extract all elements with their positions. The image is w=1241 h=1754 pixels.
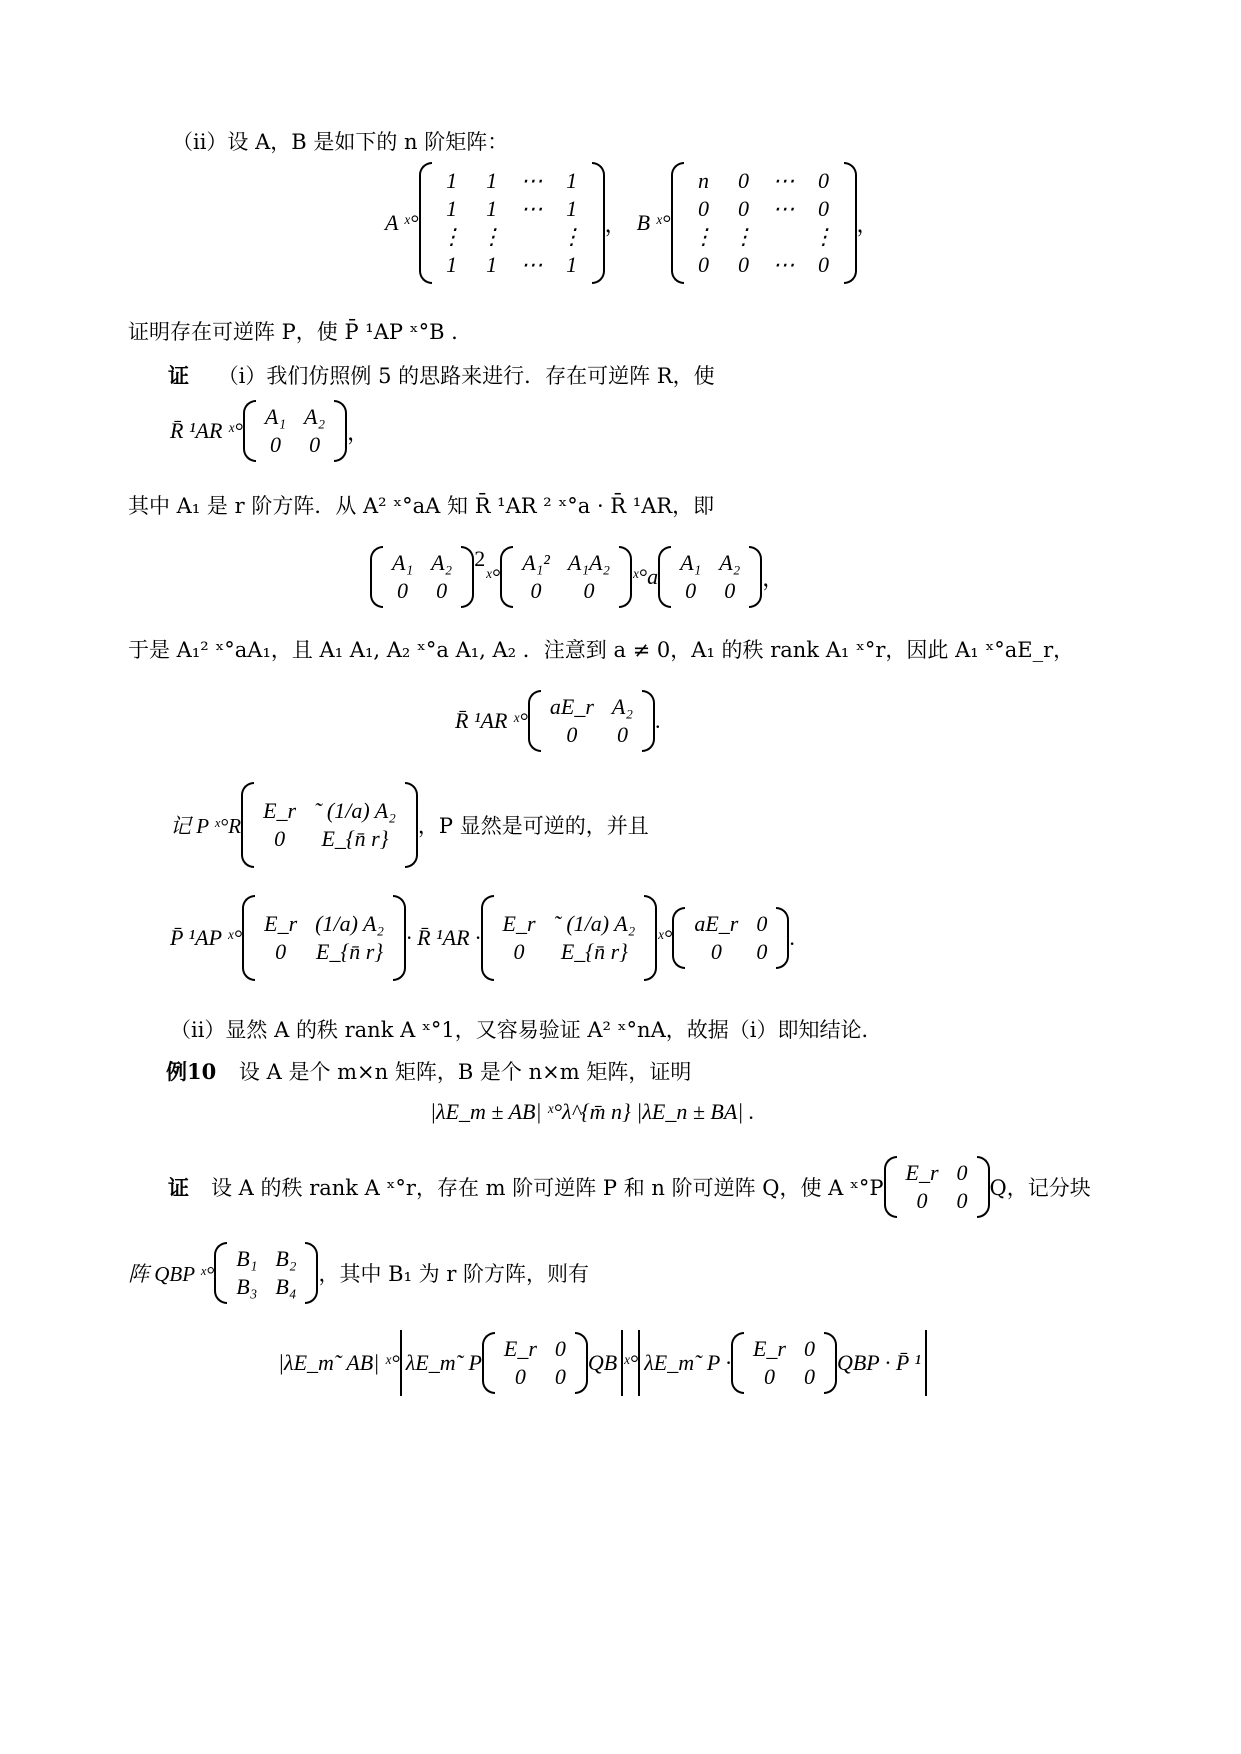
proof-2-label: 证 [168,1175,189,1200]
matrix-cell: 0 [436,578,448,603]
matrix-cell: 0 [738,252,750,277]
matrix-cell: E_{n̄ r} [316,939,384,964]
matrix-cell: 1 [566,252,578,277]
matrix-cell: E_r [752,1336,786,1361]
matrix-cell: 0 [616,722,628,747]
matrix-cell [764,223,804,251]
prove-statement: 证明存在可逆阵 P，使 P̄ ¹AP ˣ°B . [128,320,458,344]
matrix-cell: B₃ [236,1274,258,1299]
matrix-cell: 1 [446,196,458,221]
equation-lhs: R̄ ¹AR ˣ° [170,418,243,443]
matrix-cell: 0 [274,826,286,851]
matrix-cell: 0 [530,578,542,603]
example-10 [166,1058,691,1086]
matrix-cell: 0 [818,168,830,193]
matrix-cell: E_r [502,911,536,936]
equation-end: ， [856,211,879,237]
matrix-cell: B₂ [275,1246,297,1271]
matrix-3 [672,907,789,969]
define-p-pre: 记 P ˣ°R [170,814,242,838]
matrix-cell: aE_r [694,911,739,936]
matrix-cell: 1 [486,252,498,277]
er-matrix [884,1156,990,1218]
proof-text: （i）我们仿照例 5 的思路来进行．存在可逆阵 R，使 [217,364,715,388]
matrix-b-label: B ˣ° [636,210,671,235]
proof-2-line [168,1156,1091,1218]
matrix-a [419,162,605,284]
matrix-cell: E_{n̄ r} [321,826,389,851]
equation-square [370,546,784,608]
matrix-cell: 1 [486,196,498,221]
matrix-cell: 0 [803,1336,815,1361]
determinant-1 [400,1330,623,1396]
matrix-cell: aE_r [549,694,594,719]
matrix-cell: A₁A₂ [567,550,611,575]
proof-2-tail: Q，记分块 [989,1176,1091,1200]
matrix-cell: 0 [513,939,525,964]
matrix-cell: 0 [514,1364,526,1389]
matrix-cell: 0 [756,911,768,936]
matrix-cell: ⋮ [692,224,715,249]
matrix-cell: 0 [275,939,287,964]
qbp-line [128,1242,589,1304]
proof-label: 证 [168,363,189,388]
matrix-cell: ⋮ [440,224,463,249]
matrix-cell: A₁ [264,404,287,429]
matrix-cell: n [698,168,710,193]
matrix-cell: 0 [698,252,710,277]
matrix-cell: ⋯ [520,168,543,193]
term-6: QBP · P̄ ¹ [836,1350,921,1375]
block-matrix [243,400,347,462]
proof-line-1 [168,362,715,390]
matrix-cell: 0 [738,196,750,221]
equals: ˣ° [623,1350,639,1375]
matrix-cell: 0 [803,1364,815,1389]
equation-end: . [789,925,795,950]
matrix-2 [481,895,658,981]
equation-lhs: P̄ ¹AP ˣ° [170,925,243,950]
matrix-cell: E_r [263,798,297,823]
matrix-cell: ⋮ [732,224,755,249]
equation-r-inverse-2 [455,690,661,752]
matrix-cell: ⋯ [772,168,795,193]
determinant-2 [638,1330,927,1396]
example-text: 设 A 是个 m×n 矩阵，B 是个 n×m 矩阵，证明 [238,1060,692,1084]
final-equation [278,1330,927,1396]
matrix-cell: 0 [738,168,750,193]
define-p-line [170,782,649,868]
proof-2-text: 设 A 的秩 rank A ˣ°r，存在 m 阶可逆阵 P 和 n 阶可逆阵 Q，使 A ˣ°P [211,1176,884,1200]
matrix-cell: 0 [566,722,578,747]
matrix-cell: 0 [698,196,710,221]
term-1: |λE_m˜ AB| ˣ° [278,1350,400,1375]
matrix-cell: 0 [710,939,722,964]
matrix-cell: 1 [566,168,578,193]
equation-lhs: R̄ ¹AR ˣ° [455,708,528,733]
determinant-identity: |λE_m ± AB| ˣ°λ^{m̄ n} |λE_n ± BA| . [430,1099,755,1124]
equation-end: ， [762,565,785,591]
part-ii-proof: （ii）显然 A 的秩 rank A ˣ°1，又容易验证 A² ˣ°nA，故据（i）即知结论． [170,1018,883,1042]
matrix-cell: 0 [956,1188,968,1213]
matrix-cell: (1/a) A₂ [315,911,385,936]
paragraph-a1: 其中 A₁ 是 r 阶方阵．从 A² ˣ°aA 知 R̄ ¹AR ² ˣ°a · R̄ ¹AR，即 [128,494,715,518]
matrix-cell: ˜ (1/a) A₂ [553,911,636,936]
equation-end: . [655,708,661,733]
matrix-a-label: A ˣ° [385,210,419,235]
term-3: QB [587,1350,618,1375]
matrix-cell: 1 [446,252,458,277]
matrix-left [370,546,474,608]
matrix-cell: 0 [724,578,736,603]
equals-a: ˣ°a [632,564,659,589]
separator: ， [604,211,627,237]
matrix-cell: ⋯ [520,252,543,277]
matrix-cell: A₂ [611,694,634,719]
matrix-cell: 0 [309,432,321,457]
matrix-b [671,162,857,284]
matrix-cell: 1 [566,196,578,221]
matrix-cell: ⋮ [812,224,835,249]
matrix-cell: B₄ [275,1274,297,1299]
matrix-cell: A₂ [304,404,326,429]
matrix-cell: ⋮ [560,224,583,249]
er-matrix-a [482,1332,588,1394]
matrix-cell: 0 [554,1364,566,1389]
matrix-cell: ⋯ [520,196,543,221]
er-matrix-b [731,1332,837,1394]
middle-term: · R̄ ¹AR · [406,925,481,950]
problem-part-ii: （ii）设 A，B 是如下的 n 阶矩阵： [172,130,509,154]
matrix-cell: A₁ [680,550,702,575]
qbp-post: ，其中 B₁ 为 r 阶方阵，则有 [318,1262,590,1286]
equation-r-inverse [170,400,369,462]
matrix-cell: A₂ [431,550,453,575]
matrix-cell: A₂ [719,550,741,575]
power: 2 [474,546,486,571]
matrix-cell: 0 [269,432,281,457]
matrix-cell [512,223,552,251]
matrix-cell: 0 [818,252,830,277]
term-5: λE_m˜ P · [644,1350,731,1375]
term-2: λE_m˜ P [405,1350,482,1375]
matrix-cell: 0 [756,939,768,964]
matrix-right [658,546,762,608]
matrix-cell: B₁ [236,1246,258,1271]
matrix-middle [500,546,632,608]
matrix-cell: E_r [264,911,298,936]
matrix-cell: E_r [503,1336,537,1361]
matrix-cell: ⋮ [480,224,503,249]
equals: ˣ° [485,564,501,589]
matrix-cell: ˜ (1/a) A₂ [314,798,396,823]
qbp-matrix [214,1242,318,1304]
equation-p-inverse [170,895,795,981]
matrix-definition-equation [385,162,879,284]
p-matrix [241,782,418,868]
matrix-1 [242,895,406,981]
matrix-cell: 1 [486,168,498,193]
matrix-cell: 0 [554,1336,566,1361]
matrix-cell: 0 [818,196,830,221]
qbp-pre: 阵 QBP ˣ° [128,1262,215,1286]
define-p-post: ，P 显然是可逆的，并且 [417,814,649,838]
block-matrix [528,690,655,752]
matrix-cell: 0 [763,1364,775,1389]
matrix-cell: A₁² [522,550,550,575]
matrix-cell: 1 [446,168,458,193]
paragraph-rank: 于是 A₁² ˣ°aA₁，且 A₁ A₁, A₂ ˣ°a A₁, A₂ ．注意到 a ≠ 0，A₁ 的秩 rank A₁ ˣ°r，因此 A₁ ˣ°aE_r， [128,638,1075,662]
equation-end: ， [347,419,370,445]
matrix-cell: 0 [916,1188,928,1213]
example-label: 例10 [166,1059,217,1084]
matrix-cell: ⋯ [772,252,795,277]
matrix-cell: ⋯ [772,196,795,221]
matrix-cell: E_{n̄ r} [560,939,628,964]
matrix-cell: 0 [397,578,409,603]
matrix-cell: 0 [685,578,697,603]
matrix-cell: E_r [905,1160,939,1185]
matrix-cell: 0 [583,578,595,603]
equals: ˣ° [657,925,673,950]
matrix-cell: 0 [956,1160,968,1185]
matrix-cell: A₁ [392,550,414,575]
